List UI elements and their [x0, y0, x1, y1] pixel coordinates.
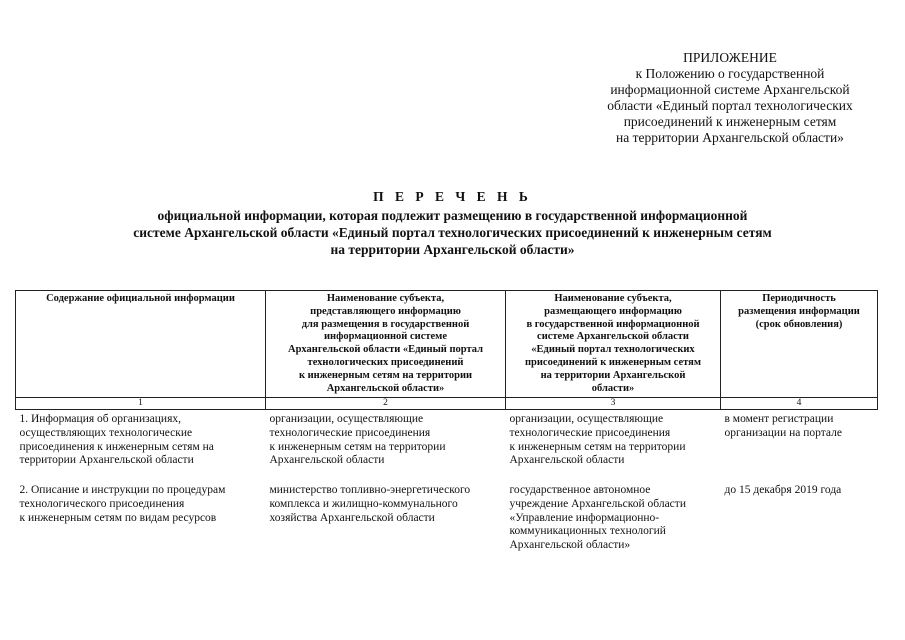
header-line: в государственной информационной — [526, 318, 700, 330]
table-row — [16, 410, 878, 482]
title-line: официальной информации, которая подлежит размещению в государственной информационной — [157, 208, 748, 223]
cell-line: учреждение Архангельской области — [509, 497, 686, 510]
table-header-row — [16, 291, 878, 398]
header-line: Содержание официальной информации — [46, 293, 235, 304]
appendix-line: области «Единый портал технологических — [607, 98, 853, 113]
header-line: Архангельской области «Единый портал — [288, 344, 483, 356]
cell-line: Архангельской области» — [509, 538, 631, 551]
appendix-line: к Положению о государственной — [635, 66, 825, 81]
header-line: для размещения в государственной — [301, 318, 470, 330]
header-line: Наименование субъекта, — [554, 293, 672, 304]
appendix-line: на территории Архангельской области» — [616, 130, 844, 145]
cell-line: министерство топливно-энергетического — [269, 484, 471, 497]
header-line: системе Архангельской области — [537, 331, 689, 343]
appendix-line: информационной системе Архангельской — [610, 82, 850, 97]
header-line: Периодичность — [762, 293, 836, 304]
cell-periodicity — [721, 410, 878, 482]
header-periodicity — [721, 291, 878, 398]
cell-line: организации, осуществляющие — [509, 413, 664, 426]
header-line: Наименование субъекта, — [326, 293, 445, 304]
cell-line: территории Архангельской области — [19, 454, 194, 467]
title-heading: П Е Р Е Ч Е Н Ь — [373, 189, 532, 204]
cell-line: организации на портале — [724, 426, 842, 439]
header-line: представляющего информацию — [310, 305, 461, 317]
cell-publisher — [506, 410, 721, 482]
cell-line: к инженерным сетям по видам ресурсов — [19, 511, 217, 524]
cell-line: присоединения к инженерным сетям на — [19, 440, 214, 453]
column-number-row — [16, 398, 878, 410]
column-number: 1 — [16, 398, 266, 410]
cell-publisher — [506, 481, 721, 552]
cell-content — [16, 410, 266, 482]
cell-provider — [266, 481, 506, 552]
cell-line: «Управление информационно- — [509, 511, 660, 524]
header-line: размещающего информацию — [544, 305, 682, 317]
appendix-block — [560, 50, 900, 146]
header-line: (срок обновления) — [755, 318, 843, 330]
header-line: размещения информации — [738, 305, 860, 317]
table-row — [16, 481, 878, 552]
cell-line: к инженерным сетям на территории — [269, 440, 446, 453]
cell-line: хозяйства Архангельской области — [269, 511, 435, 524]
information-table — [15, 290, 878, 552]
document-title — [0, 188, 905, 258]
cell-line: технологические присоединения — [269, 426, 431, 439]
appendix-line: присоединений к инженерным сетям — [623, 114, 837, 129]
cell-line: в момент регистрации — [724, 413, 834, 426]
header-line: к инженерным сетям на территории — [298, 369, 473, 381]
cell-content — [16, 481, 266, 552]
header-line: присоединений к инженерным сетям — [524, 356, 701, 368]
cell-line: осуществляющих технологические — [19, 426, 193, 439]
column-number: 2 — [266, 398, 506, 410]
title-line: системе Архангельской области «Единый портал технологических присоединений к инженерным сетям — [133, 225, 772, 240]
cell-line: коммуникационных технологий — [509, 525, 666, 538]
header-publisher — [506, 291, 721, 398]
header-line: Архангельской области» — [326, 382, 445, 394]
cell-line: Архангельской области — [509, 454, 625, 467]
column-number: 3 — [506, 398, 721, 410]
cell-line: организации, осуществляющие — [269, 413, 424, 426]
column-number: 4 — [721, 398, 878, 410]
cell-line: технологического присоединения — [19, 497, 185, 510]
header-provider — [266, 291, 506, 398]
cell-line: до 15 декабря 2019 года — [724, 484, 842, 497]
header-line: на территории Архангельской — [540, 369, 686, 381]
cell-line: 2. Описание и инструкции по процедурам — [19, 484, 226, 497]
header-line: технологических присоединений — [307, 356, 464, 368]
title-line: на территории Архангельской области» — [330, 242, 575, 257]
header-line: области» — [591, 382, 635, 394]
cell-line: технологические присоединения — [509, 426, 671, 439]
header-content — [16, 291, 266, 398]
cell-line: к инженерным сетям на территории — [509, 440, 686, 453]
cell-periodicity — [721, 481, 878, 552]
cell-line: комплекса и жилищно-коммунального — [269, 497, 458, 510]
cell-provider — [266, 410, 506, 482]
appendix-line: ПРИЛОЖЕНИЕ — [683, 50, 777, 65]
header-line: «Единый портал технологических — [531, 344, 695, 356]
header-line: информационной системе — [323, 331, 447, 343]
cell-line: 1. Информация об организациях, — [19, 413, 181, 426]
cell-line: Архангельской области — [269, 454, 385, 467]
cell-line: государственное автономное — [509, 484, 651, 497]
